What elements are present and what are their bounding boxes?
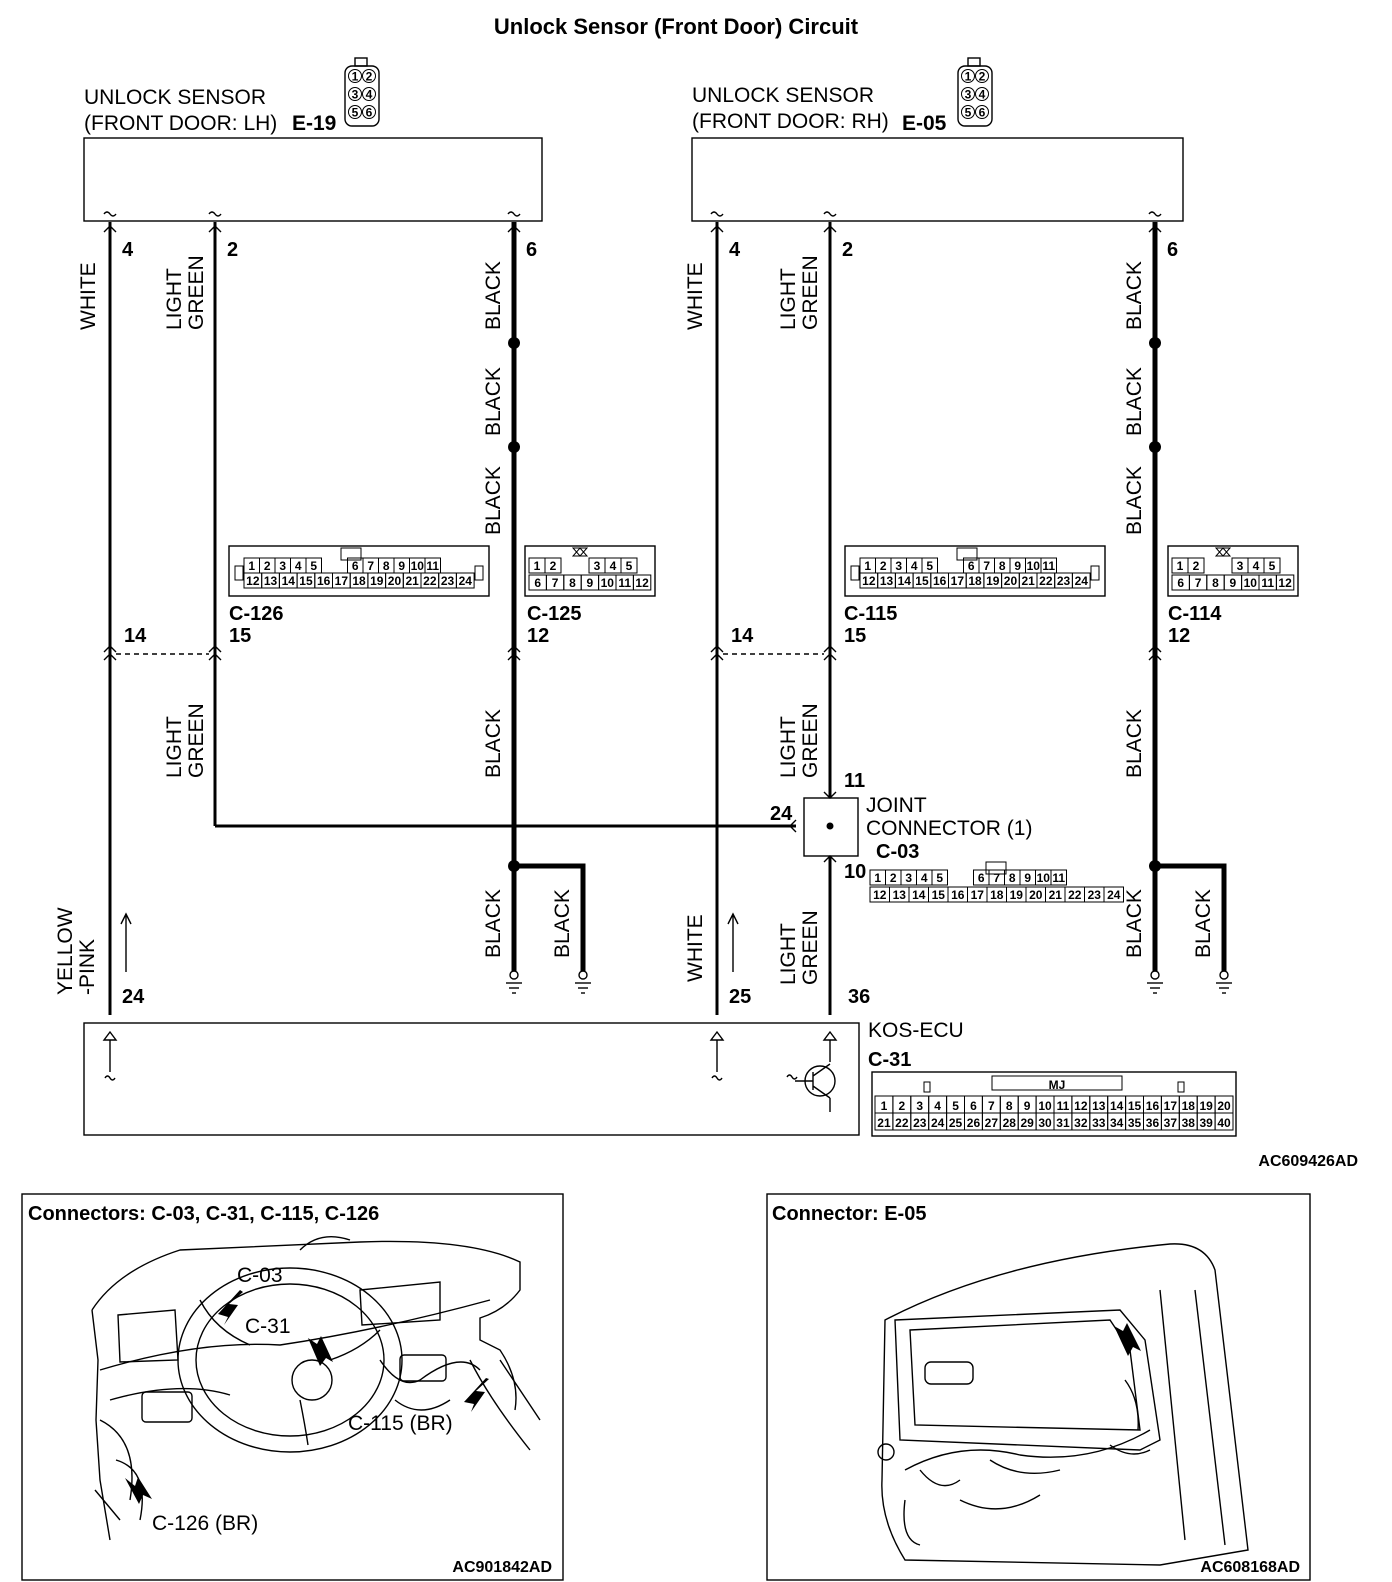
pin-cell-label: 10	[1243, 576, 1257, 590]
pin-cell-label: 6	[534, 576, 542, 590]
joint-connector-name-2: CONNECTOR (1)	[866, 817, 1033, 840]
pin-cell-label: 5	[625, 559, 633, 573]
pin-cell-label: 24	[1107, 888, 1121, 902]
pin-cell-label: 30	[1038, 1116, 1052, 1130]
splice-lh-2	[508, 441, 520, 453]
pin-cell-label: 2	[889, 871, 897, 885]
pin-cell-label: 4	[294, 559, 302, 573]
pin-cell-label: 5	[351, 105, 359, 120]
pin-cell-label: 5	[310, 559, 318, 573]
c126-id: C-126	[229, 603, 284, 625]
pin-cell-label: 16	[1145, 1099, 1160, 1113]
c114-pin-12: 12	[1168, 625, 1191, 647]
pin-cell-label: 13	[892, 888, 906, 902]
pin-cell-label: 40	[1217, 1116, 1231, 1130]
pin-cell-label: 36	[1145, 1116, 1160, 1130]
pin-cell-label: 22	[423, 574, 437, 588]
pin-cell-label: 7	[993, 871, 1001, 885]
pin-cell-label: 4	[365, 87, 373, 102]
joint-pin-24: 24	[770, 803, 793, 825]
sensor-lh-position: (FRONT DOOR: LH)	[84, 112, 278, 135]
pin-cell-label: 9	[1023, 1099, 1031, 1113]
pin-cell-label: 7	[988, 1099, 995, 1113]
label-rh-green: GREEN	[799, 255, 822, 330]
panel-right-code: AC608168AD	[1200, 1559, 1300, 1576]
pin-cell-label: 8	[998, 559, 1006, 573]
pin-cell-label: 14	[897, 574, 911, 588]
location-label-c126: C-126 (BR)	[152, 1512, 259, 1535]
label-lh-white: WHITE	[77, 262, 100, 330]
ecu-pin-25: 25	[729, 986, 752, 1008]
pin-cell-label: 18	[990, 888, 1004, 902]
joint-connector-name-1: JOINT	[866, 794, 927, 817]
pin-cell-label: 24	[930, 1116, 945, 1130]
connector-c03-icon	[870, 862, 1124, 902]
c115-id: C-115	[844, 603, 898, 625]
panel-left-code: AC901842AD	[452, 1559, 552, 1576]
splice-lh-3	[508, 860, 520, 872]
location-label-c31: C-31	[245, 1315, 291, 1338]
label-rh-white: WHITE	[684, 262, 707, 330]
pin-cell-label: 9	[1014, 559, 1022, 573]
rh-pin-4: 4	[729, 239, 741, 261]
sensor-rh-connector-icon	[958, 58, 992, 126]
location-label-c115: C-115 (BR)	[348, 1412, 453, 1435]
signal-arrow-rh	[728, 914, 738, 972]
pin-cell-label: 1	[864, 559, 872, 573]
pin-cell-label: 3	[905, 871, 913, 885]
splice-rh-3	[1149, 860, 1161, 872]
pin-cell-label: 12	[246, 574, 260, 588]
pin-cell-label: 23	[440, 574, 455, 588]
sensor-rh-connector-id: E-05	[902, 112, 947, 135]
sensor-rh-position: (FRONT DOOR: RH)	[692, 110, 889, 133]
splice-rh-1	[1149, 337, 1161, 349]
label-rh-light-3: LIGHT	[777, 923, 800, 985]
pin-cell-label: 13	[263, 574, 278, 588]
pin-cell-label: 25	[948, 1116, 963, 1130]
label-lh-light: LIGHT	[163, 268, 186, 330]
pin-cell-label: 14	[1109, 1099, 1124, 1113]
c31-tag: MJ	[1048, 1078, 1066, 1092]
ecu-pin-24: 24	[122, 986, 145, 1008]
label-pink: -PINK	[76, 938, 99, 995]
joint-connector-node	[827, 823, 834, 830]
pin-cell-label: 4	[1252, 559, 1260, 573]
ecu-pin-36: 36	[848, 986, 871, 1008]
pin-cell-label: 12	[862, 574, 876, 588]
pin-cell-label: 6	[977, 871, 985, 885]
connector-c126-icon	[229, 546, 489, 596]
pin-cell-label: 3	[351, 87, 359, 102]
connector-c125-icon	[525, 546, 655, 596]
label-lh-black-6: BLACK	[551, 889, 574, 958]
pin-cell-label: 5	[936, 871, 944, 885]
pin-cell-label: 3	[916, 1099, 924, 1113]
joint-connector-id: C-03	[876, 841, 920, 863]
c115-pin-14: 14	[731, 625, 754, 647]
label-rh-black-4: BLACK	[1123, 709, 1146, 778]
label-lh-black-2: BLACK	[482, 367, 505, 436]
c114-id: C-114	[1168, 603, 1222, 625]
pin-cell-label: 11	[1052, 871, 1066, 885]
pin-cell-label: 4	[920, 871, 928, 885]
figure-code: AC609426AD	[1258, 1153, 1358, 1170]
pin-cell-label: 10	[1026, 559, 1040, 573]
sensor-lh-name: UNLOCK SENSOR	[84, 86, 267, 109]
pin-cell-label: 32	[1074, 1116, 1088, 1130]
pin-cell-label: 3	[1236, 559, 1244, 573]
connector-c114-icon	[1168, 546, 1298, 596]
ecu-name: KOS-ECU	[868, 1019, 964, 1042]
pin-cell-label: 9	[1024, 871, 1032, 885]
pin-cell-label: 12	[1278, 576, 1292, 590]
pin-cell-label: 18	[1181, 1099, 1195, 1113]
signal-arrow-lh	[121, 914, 131, 972]
pin-cell-label: 19	[986, 574, 1000, 588]
panel-left-title: Connectors: C-03, C-31, C-115, C-126	[28, 1203, 380, 1225]
pin-cell-label: 24	[1074, 574, 1088, 588]
pin-cell-label: 15	[915, 574, 929, 588]
pin-cell-label: 5	[926, 559, 934, 573]
pin-cell-label: 23	[1087, 888, 1101, 902]
pin-cell-label: 6	[1177, 576, 1185, 590]
pin-cell-label: 13	[1092, 1099, 1106, 1113]
sensor-lh-connector-id: E-19	[292, 112, 337, 135]
pin-cell-label: 15	[931, 888, 945, 902]
pin-cell-label: 1	[964, 69, 972, 84]
pin-cell-label: 1	[351, 69, 359, 84]
pin-cell-label: 4	[934, 1099, 941, 1113]
label-lh-black-5: BLACK	[482, 889, 505, 958]
pin-cell-label: 1	[874, 871, 882, 885]
pin-cell-label: 10	[600, 576, 614, 590]
pin-cell-label: 7	[551, 576, 559, 590]
pin-cell-label: 28	[1002, 1116, 1016, 1130]
pin-cell-label: 4	[978, 87, 986, 102]
label-lh-black-4: BLACK	[482, 709, 505, 778]
pin-cell-label: 9	[1229, 576, 1237, 590]
pin-cell-label: 8	[382, 559, 390, 573]
pin-cell-label: 1	[248, 559, 256, 573]
pin-cell-label: 18	[968, 574, 982, 588]
pin-cell-label: 3	[895, 559, 903, 573]
location-arrow-e05	[1114, 1323, 1141, 1356]
pin-cell-label: 21	[877, 1116, 891, 1130]
pin-cell-label: 17	[970, 888, 984, 902]
sensor-rh-box	[692, 138, 1183, 221]
joint-pin-10: 10	[844, 861, 867, 883]
sensor-rh-name: UNLOCK SENSOR	[692, 84, 875, 107]
label-rh-black-6: BLACK	[1192, 889, 1215, 958]
pin-cell-label: 15	[1127, 1099, 1142, 1113]
pin-cell-label: 5	[952, 1099, 959, 1113]
pin-cell-label: 10	[1036, 871, 1050, 885]
pin-cell-label: 6	[365, 105, 373, 120]
pin-cell-label: 20	[387, 574, 402, 588]
label-rh-green-3: GREEN	[799, 910, 822, 985]
label-lh-black-1: BLACK	[482, 261, 505, 330]
connector-c115-icon	[845, 546, 1105, 596]
pin-cell-label: 23	[913, 1116, 927, 1130]
label-lh-green-2: GREEN	[185, 703, 208, 778]
pin-cell-label: 17	[950, 574, 965, 588]
splice-lh-1	[508, 337, 520, 349]
pin-cell-label: 11	[1056, 1099, 1070, 1113]
pin-cell-label: 23	[1056, 574, 1071, 588]
pin-cell-label: 2	[879, 559, 887, 573]
pin-cell-label: 27	[984, 1116, 999, 1130]
pin-cell-label: 2	[549, 559, 557, 573]
pin-cell-label: 2	[263, 559, 271, 573]
pin-cell-label: 6	[978, 105, 986, 120]
pin-cell-label: 2	[978, 69, 986, 84]
label-lh-green: GREEN	[185, 255, 208, 330]
pin-cell-label: 20	[1029, 888, 1043, 902]
location-label-c03: C-03	[237, 1264, 283, 1287]
label-rh-black-5: BLACK	[1123, 889, 1146, 958]
pin-cell-label: 12	[635, 576, 649, 590]
c115-pin-15: 15	[844, 625, 867, 647]
label-rh-white-2: WHITE	[684, 914, 707, 982]
c126-pin-15: 15	[229, 625, 252, 647]
ecu-box	[84, 1023, 859, 1135]
pin-cell-label: 2	[365, 69, 373, 84]
pin-cell-label: 16	[951, 888, 965, 902]
pin-cell-label: 8	[1008, 871, 1016, 885]
pin-cell-label: 1	[880, 1099, 888, 1113]
pin-cell-label: 1	[1176, 559, 1184, 573]
pin-cell-label: 12	[1074, 1099, 1088, 1113]
pin-cell-label: 31	[1056, 1116, 1070, 1130]
pin-cell-label: 10	[410, 559, 424, 573]
pin-cell-label: 2	[898, 1099, 906, 1113]
pin-cell-label: 12	[873, 888, 887, 902]
lh-pin-6: 6	[526, 239, 538, 261]
ecu-connector-id: C-31	[868, 1049, 912, 1071]
pin-cell-label: 21	[1048, 888, 1062, 902]
pin-cell-label: 3	[279, 559, 287, 573]
label-rh-light: LIGHT	[777, 268, 800, 330]
pin-cell-label: 3	[593, 559, 601, 573]
pin-cell-label: 14	[912, 888, 926, 902]
pin-cell-label: 6	[970, 1099, 977, 1113]
rh-pin-2: 2	[842, 239, 854, 261]
pin-cell-label: 16	[316, 574, 331, 588]
pin-cell-label: 11	[426, 559, 440, 573]
pin-cell-label: 20	[1003, 574, 1018, 588]
label-lh-black-3: BLACK	[482, 466, 505, 535]
sensor-lh-box	[84, 138, 542, 221]
pin-cell-label: 9	[586, 576, 594, 590]
pin-cell-label: 1	[533, 559, 541, 573]
pin-cell-label: 29	[1020, 1116, 1034, 1130]
pin-cell-label: 19	[370, 574, 384, 588]
label-lh-light-2: LIGHT	[163, 716, 186, 778]
pin-cell-label: 7	[367, 559, 375, 573]
pin-cell-label: 5	[1268, 559, 1276, 573]
label-rh-black-2: BLACK	[1123, 367, 1146, 436]
pin-cell-label: 7	[1194, 576, 1202, 590]
joint-pin-11: 11	[844, 770, 866, 792]
pin-cell-label: 22	[895, 1116, 909, 1130]
pin-cell-label: 17	[334, 574, 349, 588]
pin-cell-label: 9	[398, 559, 406, 573]
connector-c31-icon	[872, 1072, 1236, 1136]
dashboard-illustration	[92, 1237, 540, 1540]
pin-cell-label: 6	[351, 559, 359, 573]
label-rh-black-1: BLACK	[1123, 261, 1146, 330]
pin-cell-label: 10	[1038, 1099, 1052, 1113]
label-yellow: YELLOW	[54, 907, 77, 995]
pin-cell-label: 38	[1181, 1116, 1195, 1130]
c125-pin-12: 12	[527, 625, 550, 647]
pin-cell-label: 4	[910, 559, 918, 573]
panel-left-frame	[22, 1194, 563, 1580]
panel-right-title: Connector: E-05	[772, 1203, 927, 1225]
label-rh-black-3: BLACK	[1123, 466, 1146, 535]
pin-cell-label: 2	[1192, 559, 1200, 573]
pin-cell-label: 26	[966, 1116, 981, 1130]
pin-cell-label: 3	[964, 87, 972, 102]
pin-cell-label: 13	[879, 574, 894, 588]
pin-cell-label: 11	[1042, 559, 1056, 573]
ecu-internals	[104, 1032, 836, 1112]
pin-cell-label: 35	[1127, 1116, 1142, 1130]
pin-cell-label: 6	[967, 559, 975, 573]
pin-cell-label: 11	[618, 576, 632, 590]
pin-cell-label: 5	[964, 105, 972, 120]
pin-cell-label: 16	[932, 574, 947, 588]
lh-pin-4: 4	[122, 239, 134, 261]
pin-cell-label: 39	[1199, 1116, 1213, 1130]
pin-cell-label: 17	[1163, 1099, 1178, 1113]
inline-connector-marks	[104, 646, 1161, 660]
pin-cell-label: 15	[299, 574, 313, 588]
pin-cell-label: 19	[1009, 888, 1023, 902]
lh-pin-2: 2	[227, 239, 239, 261]
pin-cell-label: 8	[1005, 1099, 1013, 1113]
pin-cell-label: 14	[281, 574, 295, 588]
label-rh-green-2: GREEN	[799, 703, 822, 778]
pin-cell-label: 11	[1261, 576, 1275, 590]
sensor-pin-marks	[104, 212, 1161, 232]
pin-cell-label: 8	[569, 576, 576, 590]
pin-cell-label: 22	[1039, 574, 1053, 588]
splice-rh-2	[1149, 441, 1161, 453]
pin-cell-label: 7	[983, 559, 991, 573]
pin-cell-label: 18	[352, 574, 366, 588]
pin-cell-label: 19	[1199, 1099, 1213, 1113]
pin-cell-label: 22	[1068, 888, 1082, 902]
location-arrows-left	[125, 1290, 489, 1504]
pin-cell-label: 34	[1109, 1116, 1124, 1130]
c125-id: C-125	[527, 603, 582, 625]
door-illustration	[878, 1244, 1248, 1565]
pin-cell-label: 8	[1212, 576, 1219, 590]
diagram-title: Unlock Sensor (Front Door) Circuit	[493, 14, 859, 39]
pin-cell-label: 21	[405, 574, 419, 588]
c126-pin-14: 14	[124, 625, 147, 647]
label-rh-light-2: LIGHT	[777, 716, 800, 778]
pin-cell-label: 33	[1092, 1116, 1106, 1130]
sensor-lh-connector-icon	[345, 58, 379, 126]
pin-cell-label: 4	[609, 559, 617, 573]
pin-cell-label: 21	[1021, 574, 1035, 588]
pin-cell-label: 24	[458, 574, 472, 588]
pin-cell-label: 20	[1217, 1099, 1231, 1113]
rh-pin-6: 6	[1167, 239, 1179, 261]
pin-cell-label: 37	[1163, 1116, 1178, 1130]
